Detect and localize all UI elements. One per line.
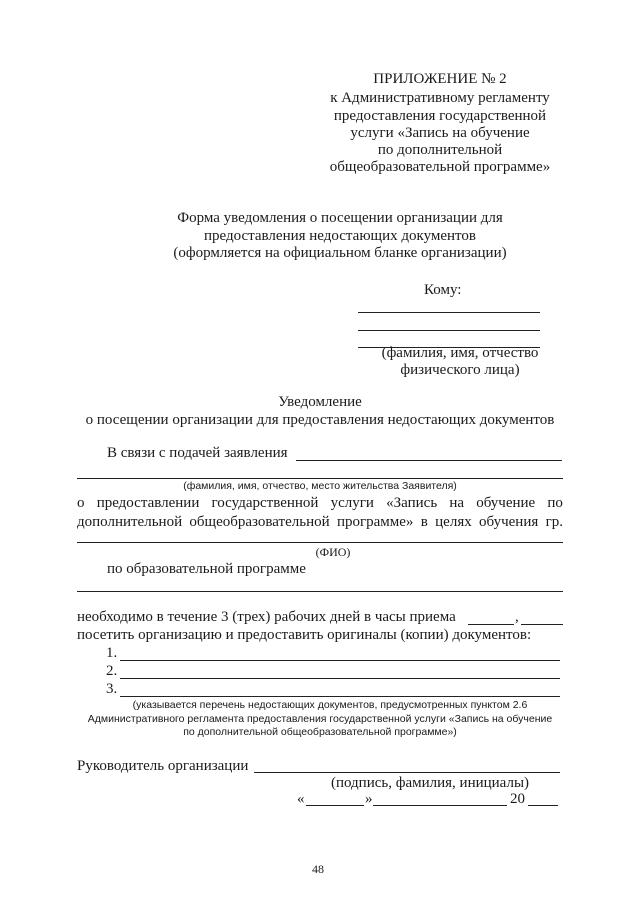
doc-number-3: 3. (106, 681, 118, 697)
appendix-line-3: услуги «Запись на обучение (350, 125, 530, 141)
service-word: услуги (330, 495, 374, 511)
application-label: В связи с подачей заявления (107, 445, 288, 461)
signature-hint: (подпись, фамилия, инициалы) (330, 775, 530, 791)
required-line: необходимо в течение 3 (трех) рабочих дней в часы приема (77, 609, 456, 625)
service-word: в (420, 514, 428, 530)
notice-subtitle: о посещении организации для предоставления недостающих документов (85, 412, 555, 428)
applicant-hint: (фамилия, имя, отчество, место жительства Заявителя) (183, 480, 457, 492)
docs-hint-line-2: Административного регламента предоставления государственной услуги «Запись на обучение (87, 713, 553, 725)
form-title-line-2: предоставления недостающих документов (204, 228, 476, 244)
service-word: о (77, 495, 85, 511)
doc-number-1: 1. (106, 645, 118, 661)
service-word: обучения (479, 514, 539, 530)
service-word: гр. (545, 514, 563, 530)
addressee-label: Кому: (424, 282, 462, 298)
doc-line-2[interactable] (120, 678, 560, 679)
appendix-line-2: предоставления государственной (333, 108, 547, 124)
appendix-line-1: к Административному регламенту (330, 90, 550, 106)
appendix-line-4: по дополнительной (377, 142, 503, 158)
service-word: предоставлении (96, 495, 200, 511)
addressee-line-1[interactable] (358, 312, 540, 313)
date-close-quote: » (365, 791, 373, 807)
addressee-hint-2: физического лица) (400, 362, 520, 378)
service-word: государственной (211, 495, 319, 511)
form-title-line-1: Форма уведомления о посещении организации для (177, 210, 503, 226)
signature-label: Руководитель организации (77, 758, 249, 774)
program-label: по образовательной программе (107, 561, 306, 577)
service-word: «Запись (386, 495, 438, 511)
page-number: 48 (312, 862, 324, 876)
form-title-line-3: (оформляется на официальном бланке организации) (173, 245, 507, 261)
doc-number-2: 2. (106, 663, 118, 679)
fio-line[interactable] (77, 542, 563, 543)
date-open-quote: « (297, 791, 305, 807)
program-line[interactable] (77, 591, 563, 592)
service-word: целях (435, 514, 472, 530)
service-word: дополнительной (77, 514, 183, 530)
applicant-line[interactable] (77, 478, 563, 479)
docs-hint-line-1: (указывается перечень недостающих документов, предусмотренных пунктом 2.6 (132, 699, 528, 711)
visit-line: посетить организацию и предоставить оригиналы (копии) документов: (77, 627, 532, 643)
service-word: на (449, 495, 465, 511)
date-day-line[interactable] (306, 805, 364, 806)
service-line-2 (77, 515, 563, 530)
notice-title: Уведомление (278, 394, 362, 410)
date-month-line[interactable] (373, 805, 507, 806)
service-word: по (547, 495, 563, 511)
date-year-line[interactable] (528, 805, 558, 806)
time-to-line[interactable] (521, 624, 563, 625)
application-line[interactable] (296, 460, 562, 461)
service-word: программе» (336, 514, 414, 530)
signature-line[interactable] (254, 772, 560, 773)
addressee-hint-1: (фамилия, имя, отчество (381, 345, 539, 361)
doc-line-1[interactable] (120, 660, 560, 661)
time-separator: , (515, 609, 519, 625)
service-word: обучение (476, 495, 536, 511)
appendix-line-5: общеобразовательной программе» (329, 159, 551, 175)
addressee-line-2[interactable] (358, 330, 540, 331)
service-word: общеобразовательной (189, 514, 330, 530)
date-year-prefix: 20 (510, 791, 525, 807)
service-line-1 (77, 496, 563, 511)
doc-line-3[interactable] (120, 696, 560, 697)
fio-hint: (ФИО) (315, 545, 351, 559)
time-from-line[interactable] (468, 624, 514, 625)
docs-hint-line-3: по дополнительной общеобразовательной программе») (183, 726, 457, 738)
appendix-title: ПРИЛОЖЕНИЕ № 2 (373, 71, 507, 87)
